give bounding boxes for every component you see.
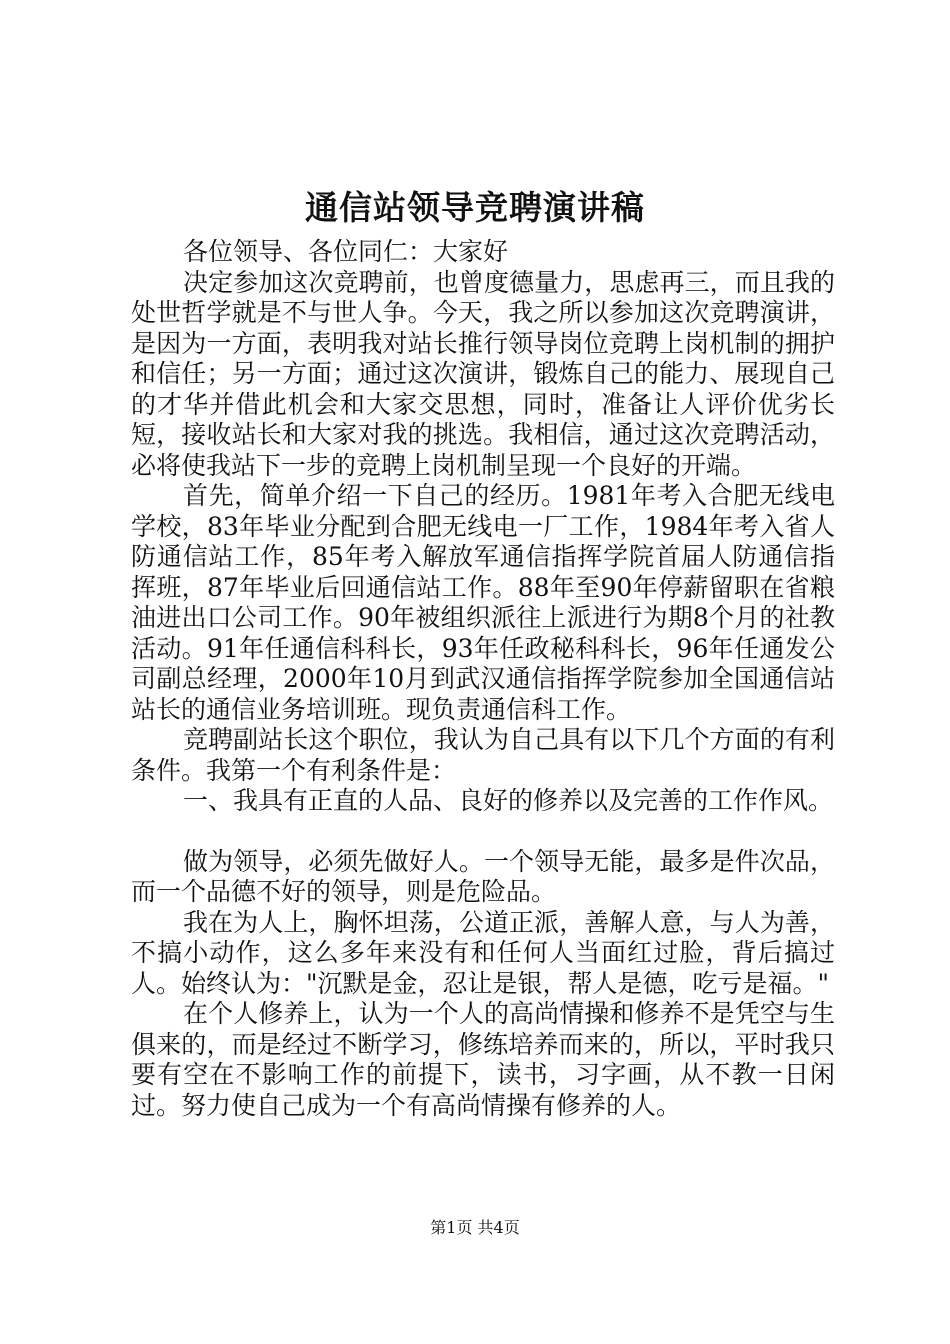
page-footer: 第1页 共4页 <box>430 1218 520 1237</box>
paragraph-cultivation: 在个人修养上，认为一个人的高尚情操和修养不是凭空与生俱来的，而是经过不断学习，修练培养而来的，所以，平时我只要有空在不影响工作的前提下，读书，习字画，从不教一日闲过。努力使自己成为一个有高尚情操有修养的人。 <box>131 999 835 1120</box>
paragraph-leadership: 做为领导，必须先做好人。一个领导无能，最多是件次品，而一个品德不好的领导，则是危险品。 <box>131 846 835 906</box>
paragraph-conditions: 竞聘副站长这个职位，我认为自己具有以下几个方面的有利条件。我第一个有利条件是： <box>131 725 835 785</box>
paragraph-intro: 决定参加这次竞聘前，也曾度德量力，思虑再三，而且我的处世哲学就是不与世人争。今天，我之所以参加这次竞聘演讲，是因为一方面，表明我对站长推行领导岗位竞聘上岗机制的拥护和信任；另一方面；通过这次演讲，锻炼自己的能力、展现自己的才华并借此机会和大家交思想，同时，准备让人评价优劣长短，接收站长和大家对我的挑选。我相信，通过这次竞聘活动，必将使我站下一步的竞聘上岗机制呈现一个良好的开端。 <box>131 267 835 480</box>
paragraph-experience: 首先，简单介绍一下自己的经历。1981年考入合肥无线电学校，83年毕业分配到合肥无线电一厂工作，1984年考入省人防通信站工作，85年考入解放军通信指挥学院首届人防通信指挥班，87年毕业后回通信站工作。88年至90年停薪留职在省粮油进出口公司工作。90年被组织派往上派进行为期8个月的社教活动。91年任通信科科长，93年任政秘科科长，96年任通发公司副总经理，2000年10月到武汉通信指挥学院参加全国通信站站长的通信业务培训班。现负责通信科工作。 <box>131 481 835 724</box>
paragraph-greeting: 各位领导、各位同仁：大家好 <box>183 237 509 266</box>
document-body <box>131 237 835 1121</box>
paragraph-character: 我在为人上，胸怀坦荡，公道正派，善解人意，与人为善，不搞小动作，这么多年来没有和任何人当面红过脸，背后搞过人。始终认为："沉默是金，忍让是银，帮人是德，吃亏是福。" <box>131 907 835 998</box>
paragraph-point-one: 一、我具有正直的人品、良好的修养以及完善的工作作风。 <box>183 786 834 815</box>
document-title: 通信站领导竞聘演讲稿 <box>305 188 645 227</box>
